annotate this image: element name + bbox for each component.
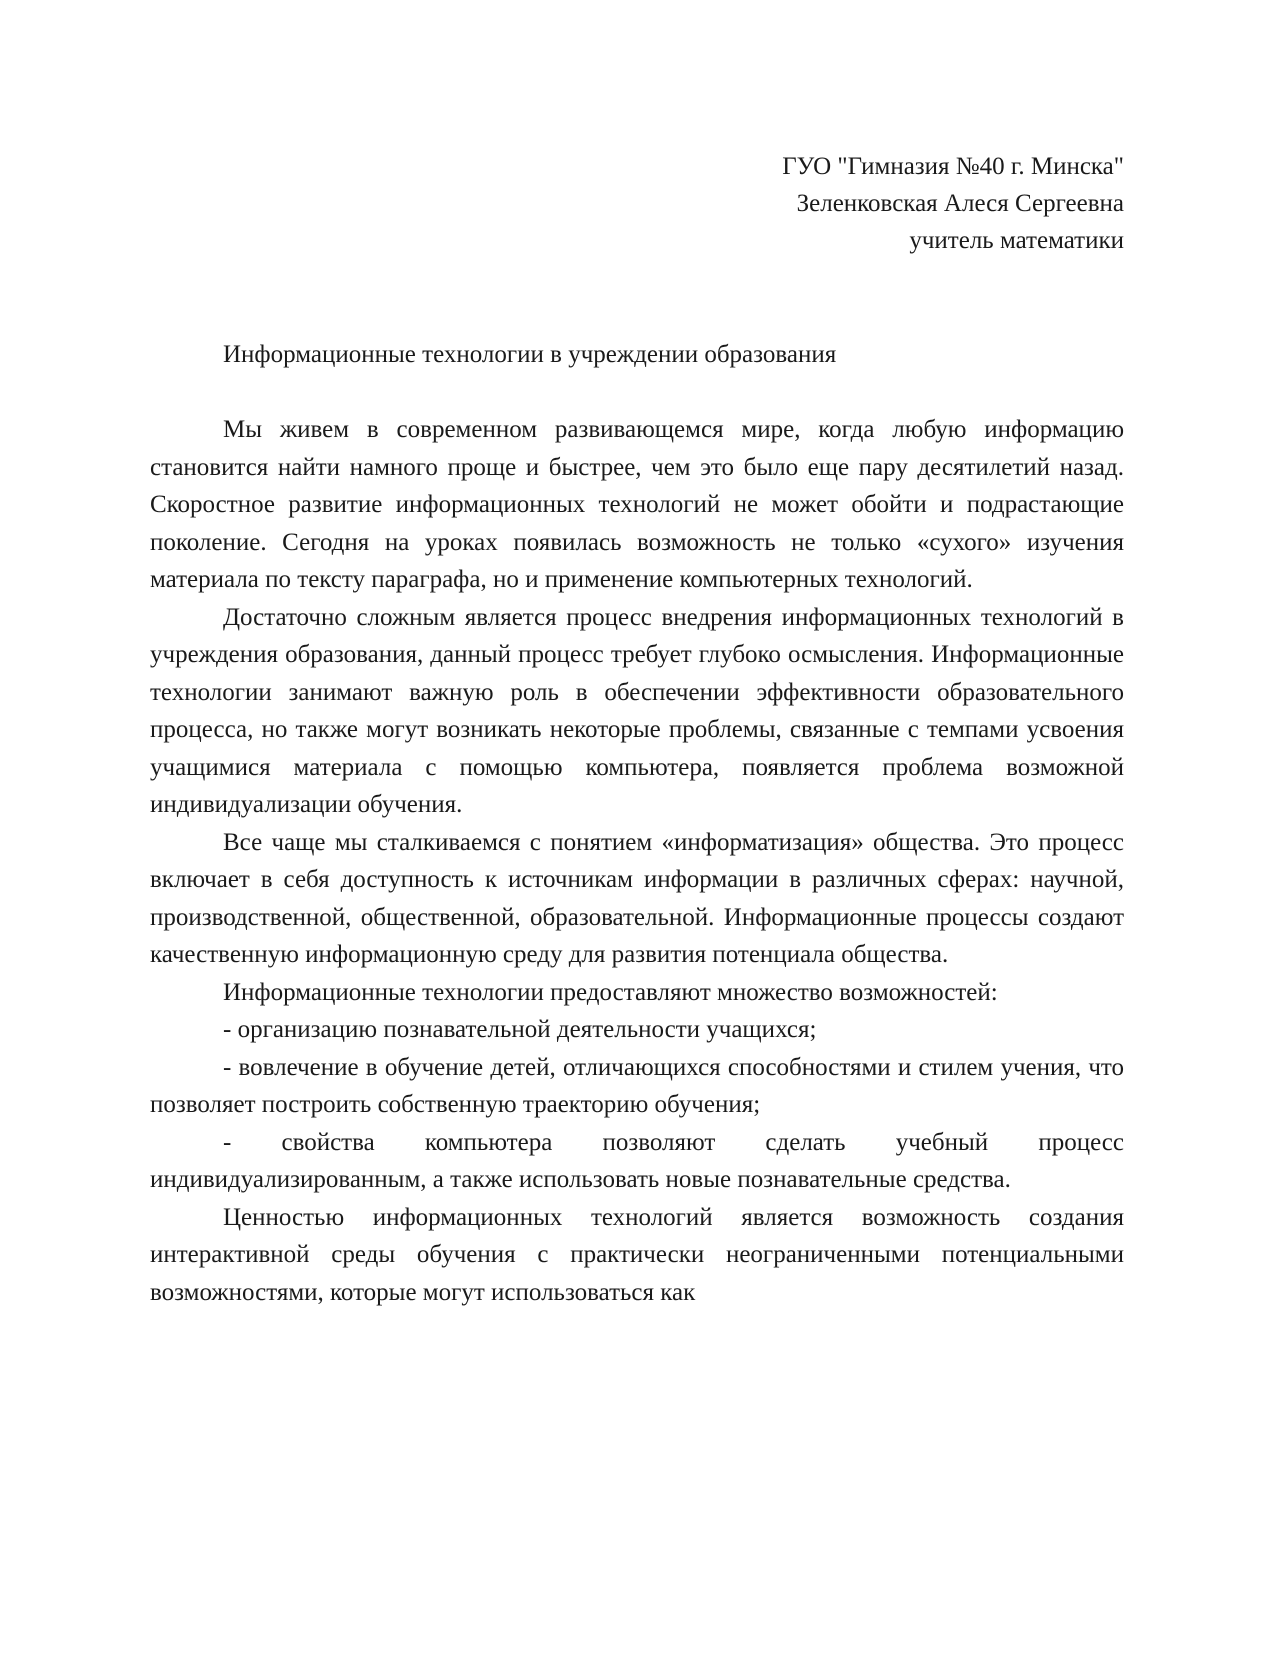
author-position: учитель математики: [909, 227, 1124, 254]
list-item: - вовлечение в обучение детей, отличающихся способностями и стилем учения, что позволяет построить собственную траекторию обучения;: [150, 1053, 1124, 1118]
document-body: [150, 411, 1124, 1311]
author-header: [782, 148, 1124, 259]
paragraph: Достаточно сложным является процесс внедрения информационных технологий в учреждения образования, данный процесс требует глубоко осмысления. Информационные технологии занимают важную роль в обеспечении эффективности образовательного процесса, но также могут возникать некоторые проблемы, связанные с темпами усвоения учащимися материала с помощью компьютера, появляется проблема возможной индивидуализации обучения.: [150, 603, 1124, 818]
author-name: Зеленковская Алеся Сергеевна: [796, 190, 1124, 217]
paragraph: Информационные технологии предоставляют множество возможностей:: [223, 978, 998, 1006]
list-item: - организацию познавательной деятельности учащихся;: [223, 1016, 817, 1043]
paragraph: Все чаще мы сталкиваемся с понятием «информатизация» общества. Это процесс включает в себя доступность к источникам информации в различных сферах: научной, производственной, общественной, образовательной. Информационные процессы создают качественную информационную среду для развития потенциала общества.: [150, 828, 1124, 968]
paragraph: Мы живем в современном развивающемся мире, когда любую информацию становится найти намного проще и быстрее, чем это было еще пару десятилетий назад. Скоростное развитие информационных технологий не может обойти и подрастающие поколение. Сегодня на уроках появилась возможность не только «сухого» изучения материала по тексту параграфа, но и применение компьютерных технологий.: [150, 416, 1124, 593]
school-name: ГУО "Гимназия №40 г. Минска": [782, 153, 1124, 180]
list-item: - свойства компьютера позволяют сделать учебный процесс индивидуализированным, а также использовать новые познавательные средства.: [150, 1128, 1124, 1193]
document-title: Информационные технологии в учреждении образования: [223, 341, 837, 368]
paragraph: Ценностью информационных технологий является возможность создания интерактивной среды обучения с практически неограниченными потенциальными возможностями, которые могут использоваться как: [150, 1203, 1124, 1306]
